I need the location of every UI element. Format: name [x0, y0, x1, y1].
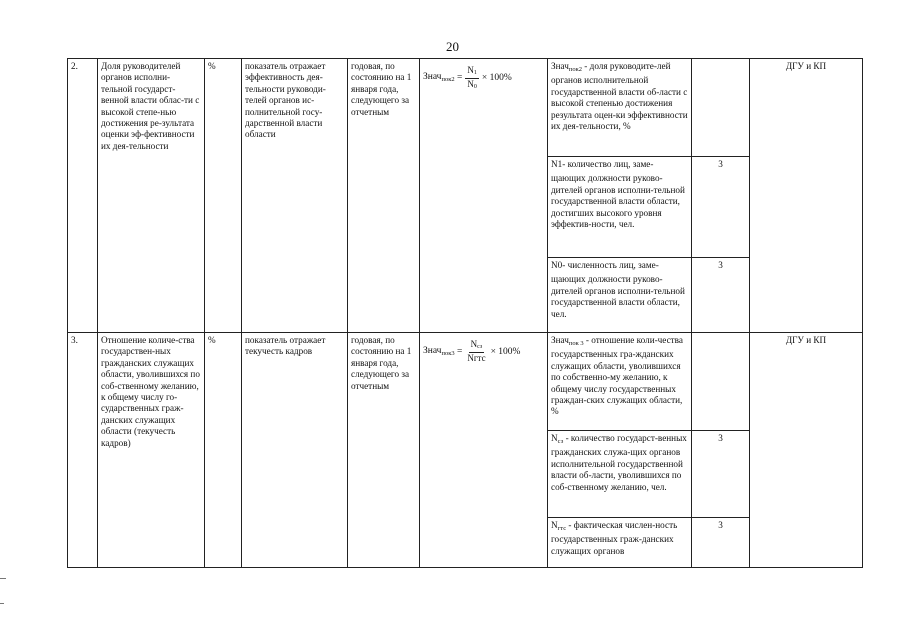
- component-description: N0- численность лиц, заме-щающих должности руково-дителей органов исполни-тельной государственной власти области, чел.: [548, 258, 692, 333]
- periodicity: годовая, по состоянию на 1 января года, следующего за отчетным: [348, 333, 420, 568]
- formula-lhs: Знач$_{пок3}$: [423, 345, 455, 357]
- component-code: 3: [692, 258, 750, 333]
- indicator-table: [67, 58, 863, 568]
- indicator-name: Отношение количе-ства государствен-ных гражданских служащих области, уволившихся по соб-ственному желанию, к общему числу го-сударственных граж-данских служащих области (текучесть кадров): [98, 333, 205, 568]
- indicator-description: показатель отражает текучесть кадров: [242, 333, 348, 568]
- unit: %: [205, 333, 242, 568]
- scan-edge-mark: [0, 578, 6, 579]
- responsible: ДГУ и КП: [750, 59, 863, 333]
- formula-denominator: Nгтс: [467, 353, 486, 363]
- component-code: [692, 333, 750, 431]
- formula-fraction: [465, 65, 479, 92]
- formula: Знач$_{пок3}$ = $\frac{N_{сз}}{\text{Nгтс}}$ × 100%: [423, 335, 544, 366]
- formula-lhs: Знач$_{пок2}$: [423, 71, 455, 83]
- page-number: 20: [446, 39, 459, 54]
- indicator-name: Доля руководителей органов исполни-тельной государст-венной власти облас-ти с высокой степе-нью достижения ре-зультата оценки эф-фективности их дея-тельности: [98, 59, 205, 333]
- component-description: $N_{сз}$ - количество государст-венных гражданских служа-щих органов исполнительной государственной власти об-ласти, уволившихся по соб-ственному желанию, чел.: [548, 431, 692, 518]
- table-row: [68, 59, 863, 157]
- formula-fraction: [465, 339, 487, 366]
- component-description: N1- количество лиц, заме-щающих должности руково-дителей органов исполни-тельной государственной власти области, достигших высокого уровня эффектив-ности, чел.: [548, 157, 692, 258]
- periodicity: годовая, по состоянию на 1 января года, следующего за отчетным: [348, 59, 420, 333]
- formula-denominator: $N_0$: [467, 79, 477, 90]
- component-code: 3: [692, 431, 750, 518]
- row-number: 2.: [68, 59, 98, 333]
- component-description: Знач$_{пок 3}$ - отношение коли-чества государственных гра-жданских служащих области, уволившихся по собственно-му желанию, к общему числу государственных граждан-ских служащих области, %: [548, 333, 692, 431]
- formula: Знач$_{пок2}$ = $\frac{N_1}{N_0}$ × 100%: [423, 65, 512, 90]
- indicator-description: показатель отражает эффективность дея-тельности руководи-телей органов ис-полнительной госу-дарственной власти области: [242, 59, 348, 333]
- component-code: [692, 59, 750, 157]
- table-row: [68, 333, 863, 431]
- component-description: Знач$_{пок2}$ - доля руководите-лей органов исполнительной государственной власти об-ласти с высокой степенью достижения результата оцен-ки эффективности их дея-тельности, %: [548, 59, 692, 157]
- formula-cell: [420, 59, 548, 333]
- formula-numerator: $N_{сз}$: [469, 339, 485, 353]
- row-number: 3.: [68, 333, 98, 568]
- component-code: 3: [692, 157, 750, 258]
- formula-tail: × 100%: [490, 346, 521, 357]
- responsible: ДГУ и КП: [750, 333, 863, 568]
- unit: %: [205, 59, 242, 333]
- formula-numerator: $N_1$: [465, 65, 479, 79]
- formula-tail: × 100%: [481, 72, 512, 83]
- component-code: 3: [692, 518, 750, 568]
- scan-edge-mark: [0, 603, 4, 604]
- component-description: $N_{гтс}$ - фактическая числен-ность государственных граж-данских служащих органов: [548, 518, 692, 568]
- formula-cell: [420, 333, 548, 568]
